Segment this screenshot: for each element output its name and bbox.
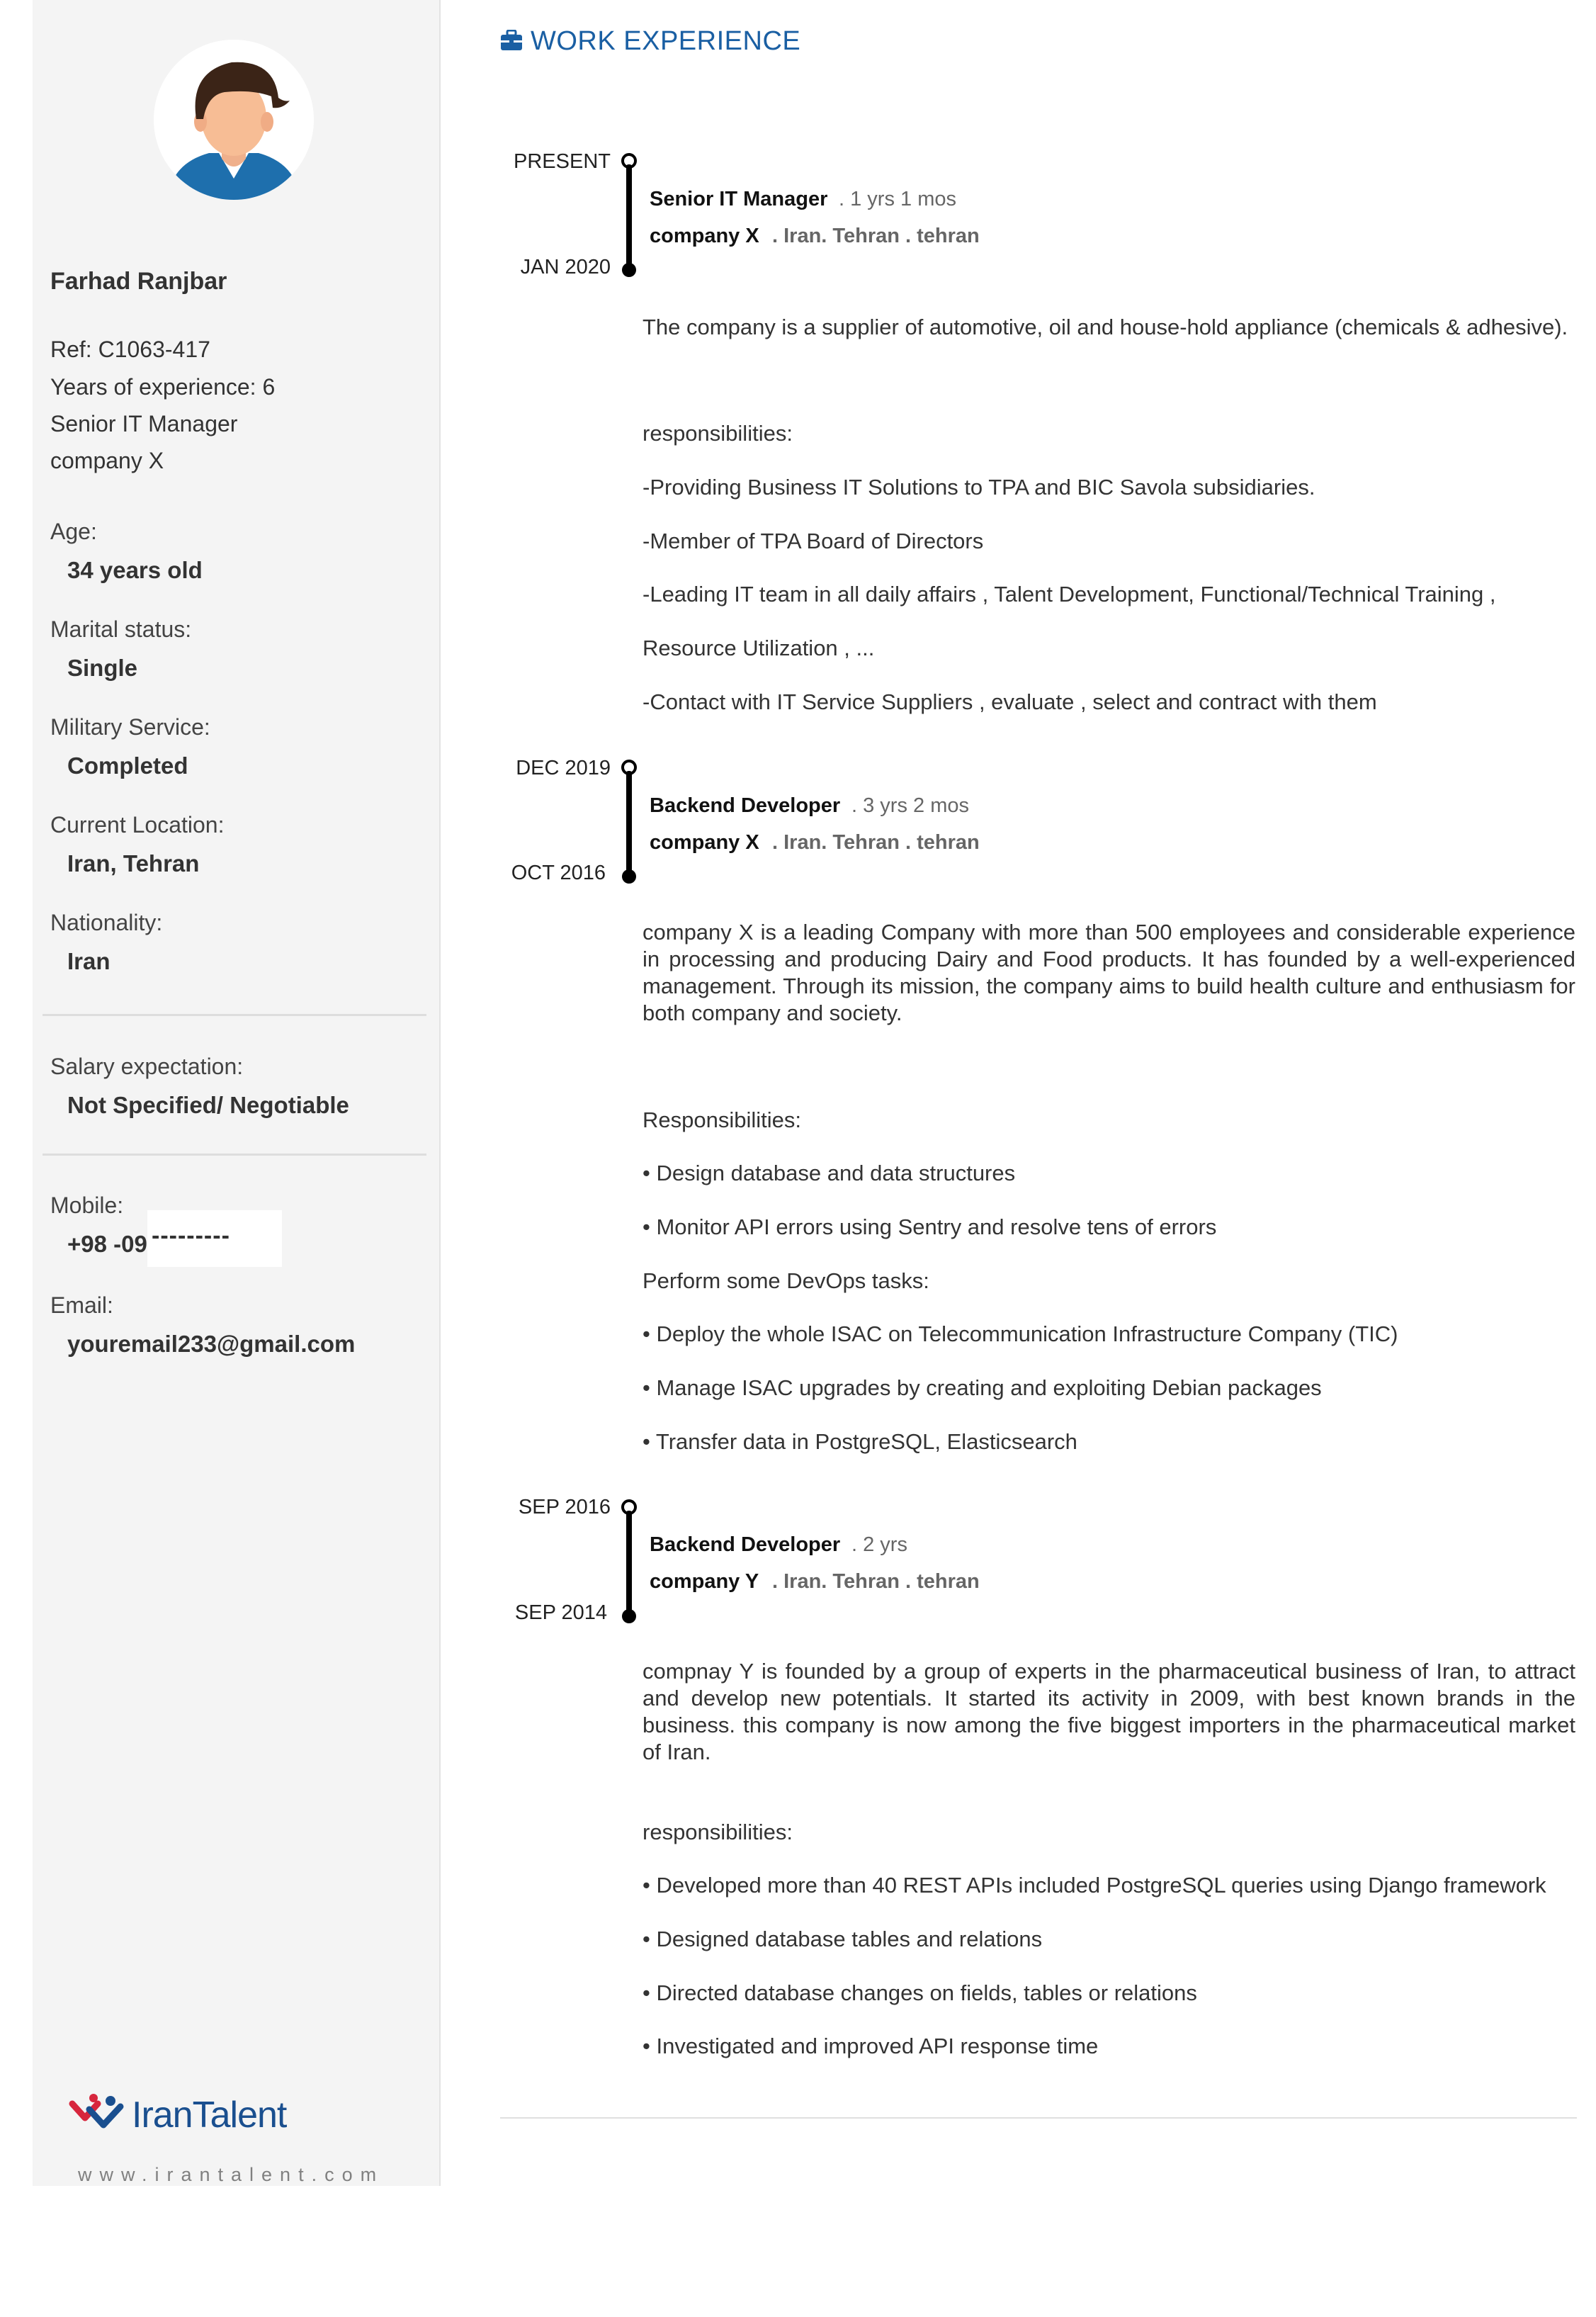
salary-expectation-label: Salary expectation: xyxy=(50,1054,244,1079)
current-position: Senior IT Manager xyxy=(50,411,238,436)
job-location: . Iran. Tehran . tehran xyxy=(772,1570,980,1593)
website-url[interactable]: www.irantalent.com xyxy=(78,2164,385,2185)
marital-status-label: Marital status: xyxy=(50,616,192,642)
mobile-value: +98 -09 xyxy=(67,1231,147,1257)
timeline-end-marker xyxy=(622,1609,636,1623)
job-end-date: DEC 2019 xyxy=(516,757,611,779)
timeline-line xyxy=(626,1511,632,1613)
job-duration: . 2 yrs xyxy=(851,1533,907,1556)
job-line: -Leading IT team in all daily affairs , Talent Development, Functional/Technical Training , xyxy=(643,582,1496,607)
job-location: . Iran. Tehran . tehran xyxy=(772,831,980,854)
job-line: • Designed database tables and relations xyxy=(643,1927,1043,1951)
nationality-value: Iran xyxy=(67,948,111,974)
current-company: company X xyxy=(50,448,164,473)
job-line: Perform some DevOps tasks: xyxy=(643,1268,929,1293)
job-end-date: SEP 2016 xyxy=(518,1496,611,1518)
briefcase-icon xyxy=(500,30,523,55)
job-line: responsibilities: xyxy=(643,1820,793,1844)
job-line: • Developed more than 40 REST APIs included PostgreSQL queries using Django framework xyxy=(643,1873,1546,1898)
job-title: Senior IT Manager xyxy=(650,188,828,210)
job-line: • Design database and data structures xyxy=(643,1161,1016,1185)
timeline-line xyxy=(626,771,632,873)
job-end-date: PRESENT xyxy=(514,150,611,173)
age-value: 34 years old xyxy=(67,557,203,583)
section-title: WORK EXPERIENCE xyxy=(531,26,801,56)
job-description: compnay Y is founded by a group of experts in the pharmaceutical business of Iran, to attract and develop new potentials. It started its activity in 2009, with best known brands in the business. this company is now among the five biggest importers in the pharmaceutical market of Iran. xyxy=(643,1659,1575,1764)
current-location-label: Current Location: xyxy=(50,812,225,838)
email-label: Email: xyxy=(50,1292,113,1318)
job-line: • Investigated and improved API response time xyxy=(643,2034,1099,2058)
candidate-name: Farhad Ranjbar xyxy=(50,268,227,295)
years-of-experience: Years of experience: 6 xyxy=(50,374,276,400)
job-company: company X xyxy=(650,225,759,247)
job-description: company X is a leading Company with more than 500 employees and considerable experience in processing and producing Dairy and Food products. It has founded by a well-experienced management. Through its mission, the company aims to build health culture and enthusiasm for both company and society. xyxy=(643,920,1575,1025)
job-line: -Contact with IT Service Suppliers , evaluate , select and contract with them xyxy=(643,689,1377,714)
job-company: company X xyxy=(650,831,759,854)
marital-status-value: Single xyxy=(67,655,138,681)
job-description: The company is a supplier of automotive, oil and house-hold appliance (chemicals & adhesive). xyxy=(643,315,1568,339)
job-title: Backend Developer xyxy=(650,794,841,817)
job-line: responsibilities: xyxy=(643,421,793,446)
job-line: Responsibilities: xyxy=(643,1107,801,1132)
job-start-date: SEP 2014 xyxy=(514,1601,607,1624)
section-bottom-divider xyxy=(500,2117,1577,2119)
job-start-date: OCT 2016 xyxy=(511,862,606,884)
nationality-label: Nationality: xyxy=(50,910,163,935)
age-label: Age: xyxy=(50,519,97,544)
job-line: • Manage ISAC upgrades by creating and exploiting Debian packages xyxy=(643,1375,1322,1400)
job-line: • Transfer data in PostgreSQL, Elasticsearch xyxy=(643,1429,1077,1454)
phone-redaction-mask: --------- xyxy=(152,1222,230,1249)
job-start-date: JAN 2020 xyxy=(520,256,611,278)
job-title: Backend Developer xyxy=(650,1533,841,1556)
mobile-label: Mobile: xyxy=(50,1193,124,1218)
job-line: • Monitor API errors using Sentry and resolve tens of errors xyxy=(643,1214,1217,1239)
timeline-end-marker xyxy=(622,263,636,277)
reference-code: Ref: C1063-417 xyxy=(50,337,210,362)
job-line: • Directed database changes on fields, tables or relations xyxy=(643,1980,1197,2005)
job-line: -Member of TPA Board of Directors xyxy=(643,529,984,553)
job-duration: . 1 yrs 1 mos xyxy=(839,188,956,210)
job-company: company Y xyxy=(650,1570,759,1593)
email-value[interactable]: youremail233@gmail.com xyxy=(67,1331,356,1357)
irantalent-logo-text: IranTalent xyxy=(132,2095,287,2136)
job-line: -Providing Business IT Solutions to TPA and BIC Savola subsidiaries. xyxy=(643,475,1315,500)
job-location: . Iran. Tehran . tehran xyxy=(772,225,980,247)
job-line: Resource Utilization , ... xyxy=(643,636,875,660)
job-duration: . 3 yrs 2 mos xyxy=(851,794,969,817)
current-location-value: Iran, Tehran xyxy=(67,850,200,876)
salary-expectation-value: Not Specified/ Negotiable xyxy=(67,1092,349,1118)
timeline-end-marker xyxy=(622,869,636,884)
military-service-value: Completed xyxy=(67,752,188,779)
timeline-line xyxy=(626,164,632,266)
military-service-label: Military Service: xyxy=(50,714,210,740)
job-line: • Deploy the whole ISAC on Telecommunication Infrastructure Company (TIC) xyxy=(643,1321,1398,1346)
